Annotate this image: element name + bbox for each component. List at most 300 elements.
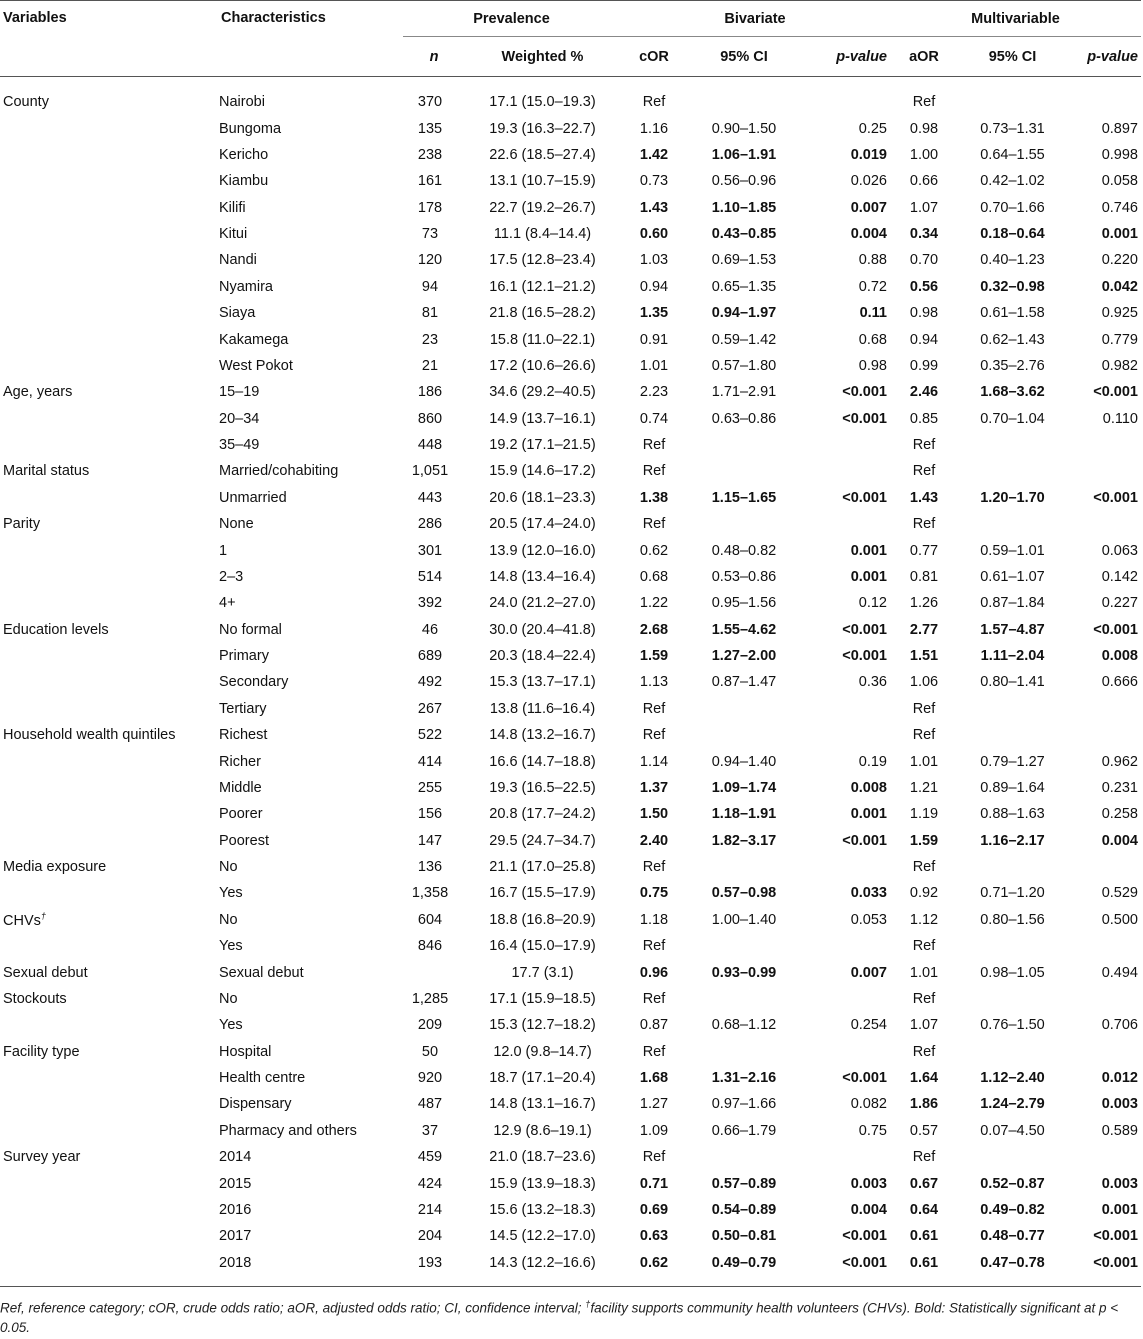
cell-characteristic: Married/cohabiting xyxy=(219,463,339,480)
cell-pvalue-bivariate xyxy=(800,933,890,959)
cell-weighted-pct: 29.5 (24.7–34.7) xyxy=(489,832,596,849)
table-row xyxy=(0,379,1141,405)
cell-ci-bivariate: 0.59–1.42 xyxy=(711,331,777,348)
cell-variable xyxy=(0,643,218,669)
cell-weighted-pct: 12.0 (9.8–14.7) xyxy=(493,1043,592,1060)
cell-ci-bivariate: 0.95–1.56 xyxy=(711,595,777,612)
cell-n: 443 xyxy=(417,489,443,506)
table-row xyxy=(0,221,1141,247)
cell-pvalue-multivariable xyxy=(1067,1039,1141,1065)
table-row xyxy=(0,115,1141,141)
cell-pvalue-bivariate: 0.053 xyxy=(850,911,887,928)
header-n: n xyxy=(429,48,439,65)
cell-pvalue-bivariate: <0.001 xyxy=(842,384,887,401)
cell-aor: 0.92 xyxy=(909,885,939,902)
table-row xyxy=(0,880,1141,906)
cell-characteristic: Nairobi xyxy=(219,94,265,111)
cell-ci-multivariable: 0.52–0.87 xyxy=(980,1175,1045,1192)
cell-pvalue-multivariable xyxy=(1067,77,1141,116)
cell-ci-multivariable xyxy=(958,1144,1067,1170)
table-row xyxy=(0,590,1141,616)
table-row xyxy=(0,1065,1141,1091)
table-row xyxy=(0,933,1141,959)
cell-ci-multivariable: 0.80–1.41 xyxy=(980,674,1045,691)
cell-aor: 0.99 xyxy=(909,357,939,374)
cell-n: 186 xyxy=(417,384,443,401)
cell-aor: 0.85 xyxy=(909,410,939,427)
cell-aor: 1.01 xyxy=(909,753,939,770)
cell-characteristic: Siaya xyxy=(219,305,256,322)
cell-variable xyxy=(0,195,218,221)
cell-variable xyxy=(0,353,218,379)
cell-ci-multivariable xyxy=(958,1039,1067,1065)
cell-ci-multivariable: 0.35–2.76 xyxy=(980,357,1045,374)
cell-characteristic: No xyxy=(219,990,238,1007)
header-characteristics: Characteristics xyxy=(218,1,403,77)
cell-weighted-pct: 16.7 (15.5–17.9) xyxy=(489,885,596,902)
cell-pvalue-bivariate: <0.001 xyxy=(842,489,887,506)
cell-aor: 1.86 xyxy=(909,1096,939,1113)
cell-characteristic: 2–3 xyxy=(219,568,244,585)
table-row xyxy=(0,617,1141,643)
cell-characteristic: 4+ xyxy=(219,595,236,612)
cell-pvalue-multivariable: 0.706 xyxy=(1101,1017,1138,1034)
cell-n: 156 xyxy=(417,806,443,823)
table-row xyxy=(0,748,1141,774)
cell-n: 459 xyxy=(417,1149,443,1166)
cell-ci-bivariate: 0.50–0.81 xyxy=(711,1228,777,1245)
cell-characteristic: Health centre xyxy=(219,1070,306,1087)
cell-ci-bivariate xyxy=(688,1039,800,1065)
header-aor: aOR xyxy=(909,48,939,65)
cell-characteristic: 20–34 xyxy=(219,410,260,427)
cell-ci-multivariable: 0.71–1.20 xyxy=(980,885,1045,902)
cell-ci-bivariate: 0.93–0.99 xyxy=(711,964,777,981)
cell-aor: 0.34 xyxy=(909,226,939,243)
cell-pvalue-bivariate: 0.254 xyxy=(850,1017,887,1034)
cell-aor: 1.07 xyxy=(909,1017,939,1034)
cell-n: 267 xyxy=(417,700,443,717)
table-row xyxy=(0,1170,1141,1196)
cell-weighted-pct: 14.3 (12.2–16.6) xyxy=(465,1250,620,1287)
cell-n xyxy=(403,959,465,985)
cell-ci-bivariate: 0.97–1.66 xyxy=(711,1096,777,1113)
cell-ci-multivariable: 1.11–2.04 xyxy=(980,648,1045,665)
cell-n: 522 xyxy=(417,727,443,744)
cell-weighted-pct: 18.8 (16.8–20.9) xyxy=(489,911,596,928)
cell-pvalue-multivariable: 0.042 xyxy=(1101,278,1138,295)
cell-n: 214 xyxy=(417,1201,443,1218)
cell-ci-bivariate: 1.15–1.65 xyxy=(711,489,777,506)
cell-characteristic: Richer xyxy=(219,753,261,770)
cell-cor: 1.43 xyxy=(639,199,669,216)
cell-weighted-pct: 17.7 (3.1) xyxy=(511,964,574,981)
cell-ci-bivariate: 1.06–1.91 xyxy=(711,146,777,163)
cell-cor: 0.91 xyxy=(639,331,669,348)
cell-ci-multivariable: 1.57–4.87 xyxy=(980,621,1045,638)
cell-pvalue-bivariate xyxy=(800,432,890,458)
cell-ci-bivariate: 0.43–0.85 xyxy=(711,226,777,243)
cell-ci-bivariate: 0.56–0.96 xyxy=(711,173,777,190)
cell-characteristic: No formal xyxy=(219,621,282,638)
table-row xyxy=(0,1144,1141,1170)
cell-weighted-pct: 34.6 (29.2–40.5) xyxy=(489,384,596,401)
cell-variable xyxy=(0,1118,218,1144)
cell-aor: 0.81 xyxy=(909,568,939,585)
cell-aor: 0.77 xyxy=(909,542,939,559)
cell-ci-multivariable: 0.40–1.23 xyxy=(980,252,1045,269)
cell-characteristic: 2017 xyxy=(219,1228,252,1245)
cell-characteristic: Tertiary xyxy=(219,700,267,717)
cell-aor: Ref xyxy=(912,94,936,111)
cell-variable-text: CHVs xyxy=(3,912,41,929)
cell-aor: 1.26 xyxy=(909,595,939,612)
cell-ci-multivariable xyxy=(958,432,1067,458)
cell-cor: 2.68 xyxy=(639,621,669,638)
cell-pvalue-multivariable: 0.529 xyxy=(1101,885,1138,902)
cell-variable xyxy=(0,115,218,141)
cell-aor: 0.67 xyxy=(909,1175,939,1192)
table-row xyxy=(0,696,1141,722)
cell-variable xyxy=(0,326,218,352)
cell-variable xyxy=(0,564,218,590)
cell-weighted-pct: 13.1 (10.7–15.9) xyxy=(489,173,596,190)
cell-ci-multivariable xyxy=(958,854,1067,880)
table-row xyxy=(0,326,1141,352)
cell-pvalue-multivariable: 0.258 xyxy=(1101,806,1138,823)
table-row xyxy=(0,775,1141,801)
cell-cor: 1.37 xyxy=(639,779,669,796)
header-variables: Variables xyxy=(0,1,218,77)
cell-characteristic: Yes xyxy=(219,938,243,955)
cell-n: 492 xyxy=(417,674,443,691)
cell-n: 514 xyxy=(417,568,443,585)
cell-aor: 0.94 xyxy=(909,331,939,348)
cell-pvalue-multivariable: <0.001 xyxy=(1093,1228,1138,1245)
cell-cor: Ref xyxy=(642,938,666,955)
cell-ci-multivariable: 0.61–1.07 xyxy=(980,568,1045,585)
cell-cor: Ref xyxy=(642,1149,666,1166)
cell-ci-multivariable xyxy=(958,696,1067,722)
table-row xyxy=(0,458,1141,484)
cell-n: 161 xyxy=(417,173,443,190)
cell-characteristic: Kericho xyxy=(219,146,269,163)
cell-aor: Ref xyxy=(912,463,936,480)
cell-ci-bivariate: 0.69–1.53 xyxy=(711,252,777,269)
cell-pvalue-multivariable xyxy=(1067,511,1141,537)
cell-pvalue-multivariable: 0.925 xyxy=(1101,305,1138,322)
table-row xyxy=(0,353,1141,379)
cell-n: 21 xyxy=(421,357,439,374)
cell-pvalue-multivariable: 0.004 xyxy=(1101,832,1138,849)
cell-variable-sup: † xyxy=(40,910,46,921)
cell-characteristic: Nandi xyxy=(219,252,257,269)
cell-pvalue-multivariable: 0.998 xyxy=(1101,146,1138,163)
cell-cor: 0.71 xyxy=(639,1175,669,1192)
cell-pvalue-bivariate: 0.001 xyxy=(850,542,887,559)
table-row xyxy=(0,669,1141,695)
cell-weighted-pct: 20.8 (17.7–24.2) xyxy=(489,806,596,823)
cell-variable xyxy=(0,1250,218,1287)
cell-characteristic: Poorest xyxy=(219,832,269,849)
header-prevalence: Prevalence xyxy=(403,1,620,37)
cell-pvalue-multivariable: 0.110 xyxy=(1102,410,1138,427)
cell-ci-multivariable: 0.76–1.50 xyxy=(980,1017,1045,1034)
cell-cor: 0.68 xyxy=(639,568,669,585)
table-row xyxy=(0,564,1141,590)
header-bivariate: Bivariate xyxy=(620,1,890,37)
cell-weighted-pct: 13.9 (12.0–16.0) xyxy=(489,542,596,559)
cell-pvalue-bivariate xyxy=(800,1039,890,1065)
cell-pvalue-bivariate: <0.001 xyxy=(842,410,887,427)
cell-variable: Stockouts xyxy=(3,990,67,1007)
cell-n: 81 xyxy=(421,305,439,322)
table-row xyxy=(0,1250,1141,1287)
cell-ci-multivariable: 0.47–0.78 xyxy=(958,1250,1067,1287)
cell-pvalue-multivariable xyxy=(1067,722,1141,748)
cell-variable: Parity xyxy=(3,516,41,533)
cell-pvalue-bivariate: 0.72 xyxy=(858,278,887,295)
table-row xyxy=(0,300,1141,326)
cell-pvalue-bivariate: 0.026 xyxy=(850,173,887,190)
cell-n: 1,358 xyxy=(411,885,449,902)
cell-n: 135 xyxy=(417,120,443,137)
cell-ci-multivariable xyxy=(958,933,1067,959)
cell-ci-bivariate: 0.53–0.86 xyxy=(711,568,777,585)
cell-aor: 2.77 xyxy=(909,621,939,638)
cell-ci-multivariable: 0.80–1.56 xyxy=(980,911,1045,928)
table-row xyxy=(0,643,1141,669)
cell-weighted-pct: 30.0 (20.4–41.8) xyxy=(489,621,596,638)
table-row xyxy=(0,77,1141,116)
table-row xyxy=(0,1091,1141,1117)
cell-weighted-pct: 21.1 (17.0–25.8) xyxy=(489,859,596,876)
table-row xyxy=(0,1118,1141,1144)
cell-pvalue-bivariate xyxy=(800,511,890,537)
cell-pvalue-bivariate: 0.001 xyxy=(850,806,887,823)
cell-ci-bivariate xyxy=(688,1144,800,1170)
cell-variable: Sexual debut xyxy=(3,964,88,981)
cell-characteristic: Unmarried xyxy=(219,489,287,506)
cell-variable xyxy=(0,300,218,326)
cell-cor: Ref xyxy=(642,727,666,744)
cell-pvalue-bivariate: 0.019 xyxy=(850,146,887,163)
cell-cor: Ref xyxy=(642,859,666,876)
cell-ci-bivariate: 1.82–3.17 xyxy=(711,832,777,849)
cell-ci-multivariable: 0.42–1.02 xyxy=(980,173,1045,190)
cell-pvalue-multivariable: 0.003 xyxy=(1101,1096,1138,1113)
cell-ci-bivariate: 0.57–0.89 xyxy=(711,1175,777,1192)
cell-cor: 0.75 xyxy=(639,885,669,902)
cell-variable xyxy=(0,748,218,774)
cell-cor: Ref xyxy=(642,990,666,1007)
cell-cor: 1.27 xyxy=(639,1096,669,1113)
cell-cor: 2.40 xyxy=(639,832,669,849)
cell-weighted-pct: 22.6 (18.5–27.4) xyxy=(489,146,596,163)
cell-cor: 0.87 xyxy=(639,1017,669,1034)
cell-ci-bivariate xyxy=(688,696,800,722)
cell-variable xyxy=(0,669,218,695)
cell-ci-multivariable: 1.20–1.70 xyxy=(980,489,1045,506)
cell-variable: Age, years xyxy=(3,384,73,401)
header-pvalue-bivariate: p-value xyxy=(836,48,887,65)
cell-characteristic: No xyxy=(219,859,238,876)
cell-characteristic: 2016 xyxy=(219,1201,252,1218)
cell-characteristic: 2014 xyxy=(219,1149,252,1166)
cell-variable: Marital status xyxy=(3,463,90,480)
table-row xyxy=(0,485,1141,511)
cell-pvalue-multivariable: 0.012 xyxy=(1101,1070,1138,1087)
cell-ci-bivariate xyxy=(688,722,800,748)
cell-weighted-pct: 16.1 (12.1–21.2) xyxy=(489,278,596,295)
cell-n: 50 xyxy=(421,1043,439,1060)
cell-n: 46 xyxy=(421,621,439,638)
cell-characteristic: Kiambu xyxy=(219,173,269,190)
cell-weighted-pct: 15.3 (13.7–17.1) xyxy=(489,674,596,691)
table-body xyxy=(0,77,1141,1287)
cell-ci-bivariate: 0.57–1.80 xyxy=(711,357,777,374)
cell-aor: 1.06 xyxy=(909,674,939,691)
cell-cor: 1.03 xyxy=(639,252,669,269)
cell-aor: 0.66 xyxy=(909,173,939,190)
cell-variable xyxy=(0,1091,218,1117)
cell-variable xyxy=(0,1065,218,1091)
table-row xyxy=(0,406,1141,432)
cell-weighted-pct: 20.5 (17.4–24.0) xyxy=(489,516,596,533)
cell-aor: Ref xyxy=(912,990,936,1007)
cell-variable xyxy=(0,1197,218,1223)
header-cor: cOR xyxy=(639,48,669,65)
cell-ci-multivariable: 1.12–2.40 xyxy=(980,1070,1045,1087)
cell-pvalue-bivariate: 0.001 xyxy=(850,568,887,585)
cell-pvalue-multivariable: 0.142 xyxy=(1101,568,1138,585)
cell-characteristic: Richest xyxy=(219,727,268,744)
cell-weighted-pct: 20.3 (18.4–22.4) xyxy=(489,648,596,665)
cell-aor: Ref xyxy=(912,938,936,955)
cell-characteristic: West Pokot xyxy=(219,357,293,374)
cell-ci-bivariate: 1.27–2.00 xyxy=(711,648,777,665)
cell-pvalue-bivariate: <0.001 xyxy=(842,1228,887,1245)
table-row xyxy=(0,537,1141,563)
cell-variable xyxy=(0,247,218,273)
table-row xyxy=(0,195,1141,221)
cell-cor: 1.13 xyxy=(639,674,669,691)
cell-ci-multivariable: 0.07–4.50 xyxy=(980,1122,1045,1139)
cell-pvalue-multivariable: 0.746 xyxy=(1101,199,1138,216)
table-row xyxy=(0,801,1141,827)
cell-aor: Ref xyxy=(912,1043,936,1060)
cell-weighted-pct: 17.1 (15.9–18.5) xyxy=(489,990,596,1007)
cell-ci-bivariate xyxy=(688,432,800,458)
cell-pvalue-multivariable xyxy=(1067,986,1141,1012)
cell-n: 209 xyxy=(417,1017,443,1034)
cell-ci-bivariate: 1.09–1.74 xyxy=(711,779,777,796)
table-row xyxy=(0,247,1141,273)
cell-pvalue-bivariate: 0.36 xyxy=(858,674,887,691)
table-row xyxy=(0,1012,1141,1038)
cell-pvalue-bivariate: 0.007 xyxy=(850,199,887,216)
header-pvalue-multivariable: p-value xyxy=(1087,48,1138,65)
cell-cor: 0.63 xyxy=(639,1228,669,1245)
cell-characteristic: 1 xyxy=(219,542,228,559)
cell-n: 920 xyxy=(417,1070,443,1087)
cell-n: 255 xyxy=(417,779,443,796)
cell-aor: 1.43 xyxy=(909,489,939,506)
cell-ci-bivariate: 0.94–1.97 xyxy=(711,305,777,322)
cell-weighted-pct: 15.6 (13.2–18.3) xyxy=(489,1201,596,1218)
cell-variable: Media exposure xyxy=(3,859,107,876)
table-row xyxy=(0,959,1141,985)
cell-variable: County xyxy=(3,94,49,111)
cell-cor: 0.62 xyxy=(639,542,669,559)
cell-ci-bivariate: 0.48–0.82 xyxy=(711,542,777,559)
cell-ci-multivariable: 1.16–2.17 xyxy=(980,832,1045,849)
cell-pvalue-multivariable xyxy=(1067,696,1141,722)
cell-pvalue-bivariate: 0.004 xyxy=(850,1201,887,1218)
cell-aor: 0.98 xyxy=(909,120,939,137)
cell-ci-bivariate: 0.57–0.98 xyxy=(711,885,777,902)
cell-ci-bivariate: 0.49–0.79 xyxy=(688,1250,800,1287)
table-row xyxy=(0,722,1141,748)
cell-cor: 1.38 xyxy=(639,489,669,506)
cell-aor: Ref xyxy=(912,859,936,876)
cell-aor: 1.19 xyxy=(909,806,939,823)
cell-ci-multivariable: 0.73–1.31 xyxy=(980,120,1045,137)
cell-ci-multivariable: 0.62–1.43 xyxy=(980,331,1045,348)
cell-variable xyxy=(0,933,218,959)
cell-pvalue-bivariate: 0.082 xyxy=(850,1096,887,1113)
header-weighted-pct: Weighted % xyxy=(501,48,584,65)
cell-pvalue-bivariate: <0.001 xyxy=(842,621,887,638)
cell-cor: 1.22 xyxy=(639,595,669,612)
cell-aor: 1.07 xyxy=(909,199,939,216)
table-footnote xyxy=(0,1295,1141,1337)
cell-pvalue-multivariable: 0.589 xyxy=(1101,1122,1138,1139)
cell-variable xyxy=(0,880,218,906)
cell-weighted-pct: 17.5 (12.8–23.4) xyxy=(489,252,596,269)
cell-ci-multivariable: 0.87–1.84 xyxy=(980,595,1045,612)
cell-pvalue-multivariable: <0.001 xyxy=(1093,384,1138,401)
cell-pvalue-bivariate: <0.001 xyxy=(842,1070,887,1087)
cell-variable xyxy=(0,828,218,854)
cell-aor: 1.12 xyxy=(909,911,939,928)
cell-characteristic: Dispensary xyxy=(219,1096,292,1113)
cell-pvalue-multivariable: 0.666 xyxy=(1101,674,1138,691)
cell-aor: 0.56 xyxy=(909,278,939,295)
cell-ci-bivariate: 0.54–0.89 xyxy=(711,1201,777,1218)
table-row xyxy=(0,1223,1141,1249)
cell-pvalue-multivariable: 0.063 xyxy=(1101,542,1138,559)
cell-characteristic: 15–19 xyxy=(219,384,260,401)
cell-pvalue-bivariate xyxy=(800,1144,890,1170)
cell-ci-bivariate: 0.87–1.47 xyxy=(711,674,777,691)
cell-n: 94 xyxy=(421,278,439,295)
cell-pvalue-multivariable xyxy=(1067,933,1141,959)
cell-weighted-pct: 15.9 (13.9–18.3) xyxy=(489,1175,596,1192)
cell-pvalue-bivariate xyxy=(800,986,890,1012)
cell-ci-multivariable: 0.48–0.77 xyxy=(980,1228,1045,1245)
cell-pvalue-multivariable: 0.003 xyxy=(1101,1175,1138,1192)
cell-ci-multivariable: 0.70–1.04 xyxy=(980,410,1045,427)
cell-pvalue-bivariate: 0.75 xyxy=(858,1122,887,1139)
cell-n: 147 xyxy=(417,832,443,849)
cell-aor: Ref xyxy=(912,700,936,717)
cell-cor: Ref xyxy=(642,94,666,111)
cell-variable xyxy=(0,168,218,194)
cell-pvalue-multivariable xyxy=(1067,432,1141,458)
cell-weighted-pct: 16.4 (15.0–17.9) xyxy=(489,938,596,955)
cell-weighted-pct: 15.9 (14.6–17.2) xyxy=(489,463,596,480)
